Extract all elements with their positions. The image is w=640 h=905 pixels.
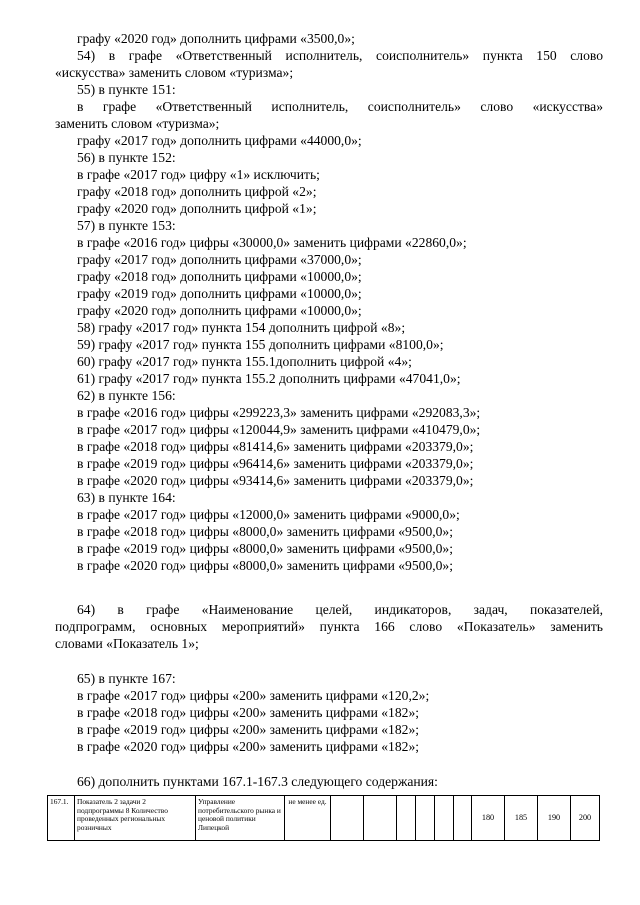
text-line: 56) в пункте 152: [77, 150, 176, 165]
text-line: в графе «2018 год» цифры «200» заменить цифрами «182»; [77, 705, 420, 720]
text-line: графу «2017 год» дополнить цифрами «37000,0»; [77, 252, 362, 267]
responsible-cell: Управление потребительского рынка и ценовой политики Липецкой [196, 796, 285, 841]
table-row [48, 796, 600, 841]
text-line: графу «2019 год» дополнить цифрами «10000,0»; [77, 286, 362, 301]
text-line: в графе «2018 год» цифры «81414,6» заменить цифрами «203379,0»; [77, 439, 474, 454]
empty-cell [364, 796, 397, 841]
text-line: в графе «Ответственный исполнитель, соисполнитель» слово «искусства» [77, 99, 603, 114]
text-line: графу «2020 год» дополнить цифрами «10000,0»; [77, 303, 362, 318]
text-line: 61) графу «2017 год» пункта 155.2 дополнить цифрами «47041,0»; [77, 371, 461, 386]
empty-cell [331, 796, 364, 841]
value-2018-cell: 185 [505, 796, 538, 841]
indicator-name-cell: Показатель 2 задачи 2 подпрограммы 8 Количество проведенных региональных розничных [75, 796, 196, 841]
row-number-cell: 167.1. [48, 796, 75, 841]
text-line: 62) в пункте 156: [77, 388, 176, 403]
empty-cell [397, 796, 416, 841]
text-line: в графе «2018 год» цифры «8000,0» заменить цифрами «9500,0»; [77, 524, 454, 539]
text-line: в графе «2020 год» цифры «200» заменить цифрами «182»; [77, 739, 420, 754]
text-line: в графе «2017 год» цифру «1» исключить; [77, 167, 320, 182]
value-2020-cell: 200 [571, 796, 600, 841]
text-line: в графе «2017 год» цифры «120044,9» заменить цифрами «410479,0»; [77, 422, 481, 437]
text-line: в графе «2016 год» цифры «30000,0» заменить цифрами «22860,0»; [77, 235, 467, 250]
text-line: словами «Показатель 1»; [55, 636, 199, 651]
text-line: в графе «2017 год» цифры «200» заменить цифрами «120,2»; [77, 688, 430, 703]
empty-cell [435, 796, 454, 841]
text-line: 57) в пункте 153: [77, 218, 176, 233]
text-line: в графе «2017 год» цифры «12000,0» заменить цифрами «9000,0»; [77, 507, 460, 522]
text-line: в графе «2019 год» цифры «200» заменить цифрами «182»; [77, 722, 420, 737]
text-line: 55) в пункте 151: [77, 82, 176, 97]
text-line: 64) в графе «Наименование целей, индикаторов, задач, показателей, [77, 602, 603, 617]
text-line: графу «2020 год» дополнить цифрами «3500,0»; [77, 31, 355, 46]
text-line: в графе «2020 год» цифры «8000,0» заменить цифрами «9500,0»; [77, 558, 454, 573]
text-line: 54) в графе «Ответственный исполнитель, соисполнитель» пункта 150 слово [77, 48, 603, 63]
inserted-items-table [47, 795, 600, 841]
text-line: 58) графу «2017 год» пункта 154 дополнить цифрой «8»; [77, 320, 406, 335]
text-line: графу «2018 год» дополнить цифрой «2»; [77, 184, 317, 199]
text-line: подпрограмм, основных мероприятий» пункта 166 слово «Показатель» заменить [55, 619, 603, 634]
text-line: заменить словом «туризма»; [55, 116, 220, 131]
text-line: 65) в пункте 167: [77, 671, 176, 686]
text-line: 63) в пункте 164: [77, 490, 176, 505]
value-2019-cell: 190 [538, 796, 571, 841]
value-2017-cell: 180 [472, 796, 505, 841]
unit-cell: не менее ед. [285, 796, 331, 841]
text-line: графу «2018 год» дополнить цифрами «10000,0»; [77, 269, 362, 284]
text-line: 59) графу «2017 год» пункта 155 дополнить цифрами «8100,0»; [77, 337, 444, 352]
text-line: в графе «2019 год» цифры «96414,6» заменить цифрами «203379,0»; [77, 456, 474, 471]
text-line: 66) дополнить пунктами 167.1-167.3 следующего содержания: [77, 774, 438, 789]
text-line: в графе «2020 год» цифры «93414,6» заменить цифрами «203379,0»; [77, 473, 474, 488]
text-line: графу «2020 год» дополнить цифрой «1»; [77, 201, 317, 216]
text-line: в графе «2016 год» цифры «299223,3» заменить цифрами «292083,3»; [77, 405, 481, 420]
empty-cell [416, 796, 435, 841]
text-line: 60) графу «2017 год» пункта 155.1дополнить цифрой «4»; [77, 354, 412, 369]
text-line: в графе «2019 год» цифры «8000,0» заменить цифрами «9500,0»; [77, 541, 454, 556]
text-line: «искусства» заменить словом «туризма»; [55, 65, 294, 80]
text-line: графу «2017 год» дополнить цифрами «44000,0»; [77, 133, 362, 148]
empty-cell [454, 796, 472, 841]
